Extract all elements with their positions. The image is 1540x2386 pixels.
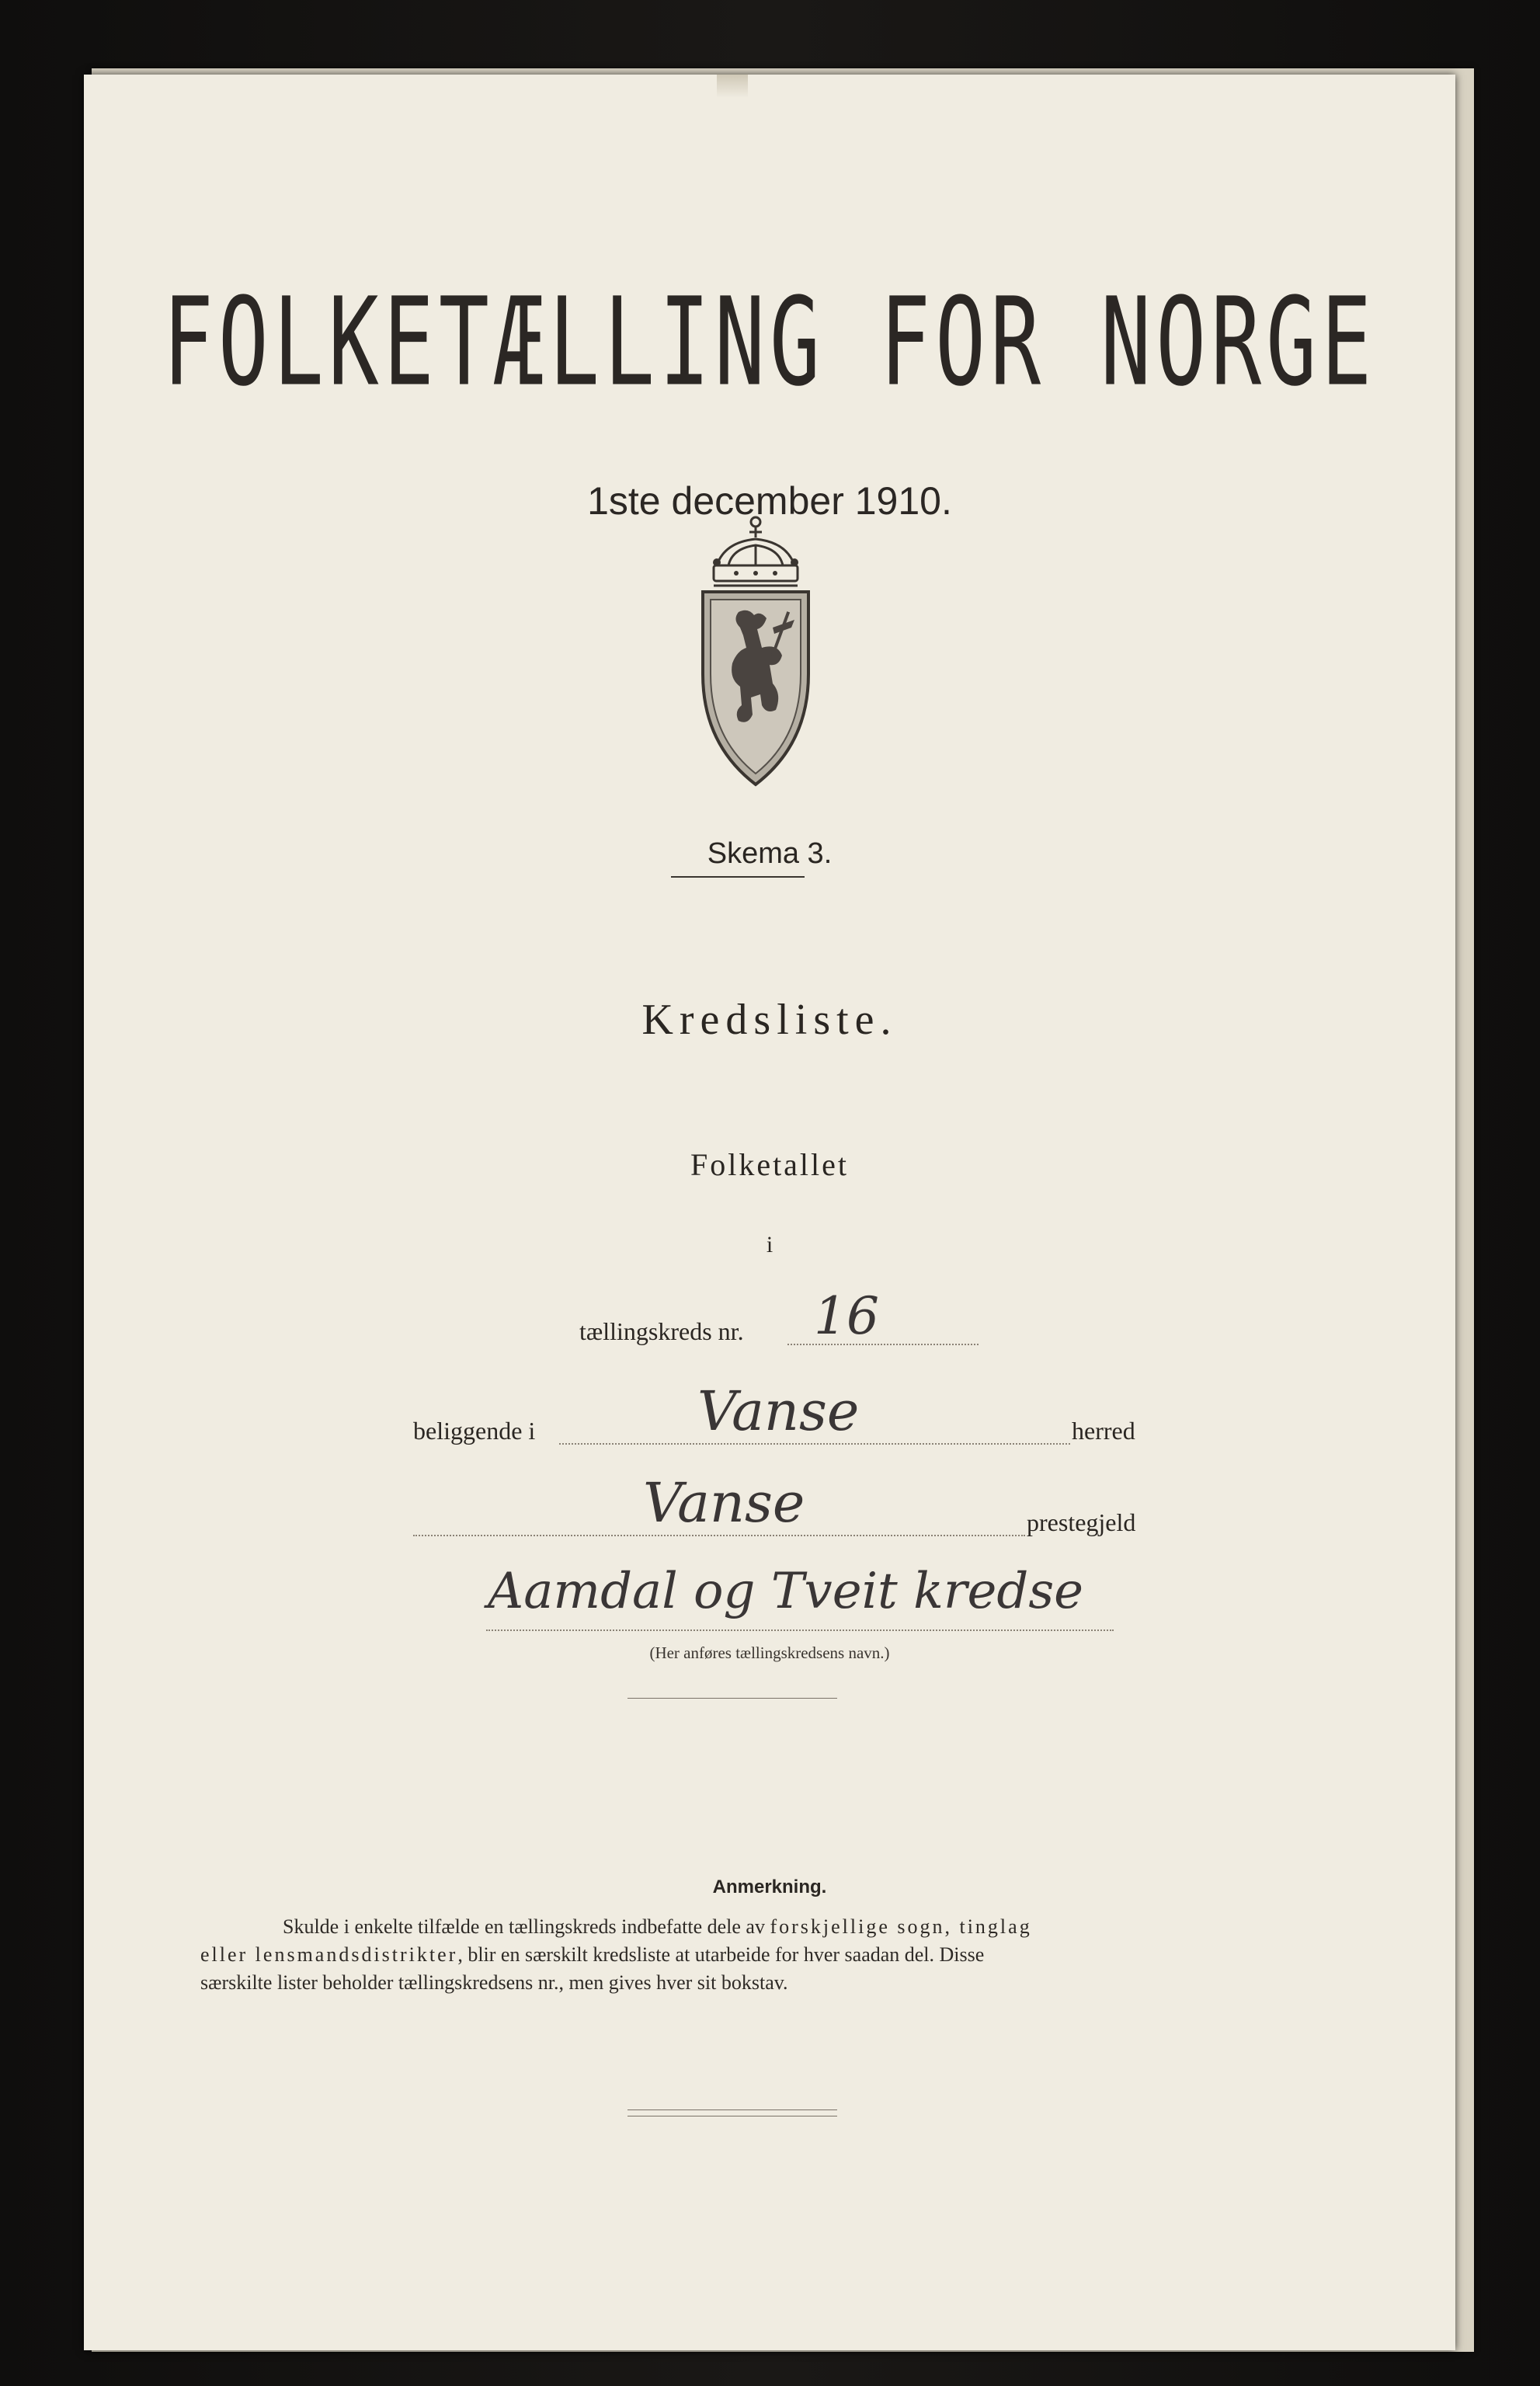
note-line-1-b: forskjellige sogn, tinglag [770, 1915, 1032, 1938]
beliggende-label: beliggende i [413, 1417, 536, 1445]
preposition-i: i [766, 1232, 773, 1257]
note-title: Anmerkning. [712, 1876, 827, 1897]
paper-tear [717, 75, 748, 98]
kreds-name-dotline [486, 1630, 1114, 1631]
kreds-number-value: 16 [814, 1286, 879, 1346]
prestegjeld-label: prestegjeld [1027, 1508, 1136, 1536]
kreds-name-caption: (Her anføres tællingskredsens navn.) [649, 1643, 890, 1662]
note-line-1 [283, 1915, 1032, 1939]
note-line-2-b: , blir en særskilt kredsliste at utarbeide for hver saadan del. Disse [457, 1943, 985, 1966]
note-line-2-a: eller lensmandsdistrikter [200, 1943, 458, 1966]
norwegian-coat-of-arms-icon [686, 511, 826, 791]
note-line-2 [200, 1943, 984, 1967]
kreds-name-value: Aamdal og Tveit kredse [488, 1563, 1084, 1620]
prestegjeld-dotline [413, 1535, 1025, 1536]
note-line-3: særskilte lister beholder tællingskredsens nr., men gives hver sit bokstav. [200, 1971, 788, 1994]
census-date: 1ste december 1910. [587, 479, 952, 523]
schema-label: Skema 3. [707, 837, 833, 870]
schema-underline [671, 876, 805, 878]
folketallet-label: Folketallet [690, 1147, 850, 1182]
bottom-rule-1 [627, 2109, 837, 2110]
prestegjeld-value: Vanse [643, 1471, 805, 1535]
document-title: FOLKETÆLLING FOR NORGE [162, 273, 1377, 414]
kreds-number-label: tællingskreds nr. [579, 1317, 744, 1345]
note-line-1-a: Skulde i enkelte tilfælde en tællingskreds indbefatte dele av [283, 1915, 770, 1938]
census-form-page [84, 75, 1455, 2350]
divider-line [627, 1698, 837, 1699]
form-heading: Kredsliste. [641, 996, 898, 1044]
herred-value: Vanse [697, 1379, 860, 1443]
herred-label: herred [1072, 1417, 1135, 1445]
herred-dotline [559, 1443, 1070, 1445]
